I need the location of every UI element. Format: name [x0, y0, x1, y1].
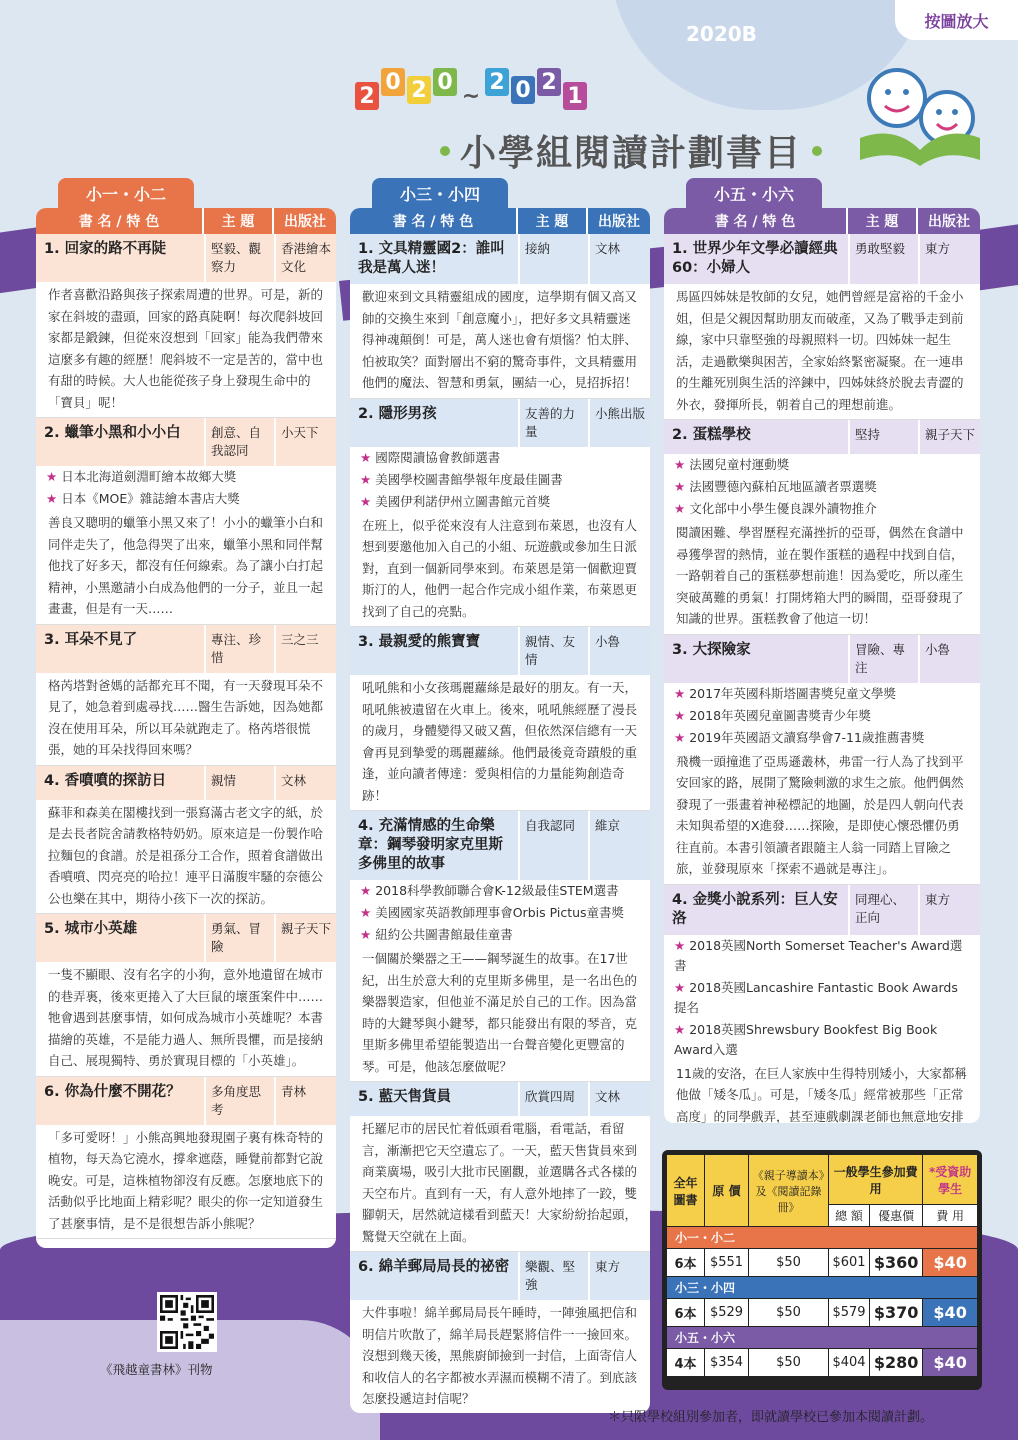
book-entry	[664, 635, 980, 885]
book-theme: 堅持	[848, 420, 918, 454]
header-title: 書 名 / 特 色	[664, 208, 848, 234]
award-item	[664, 498, 980, 520]
book-description: 一隻不顯眼、沒有名字的小狗，意外地遺留在城市的巷弄裏，後來更捲入了大巨鼠的壞蛋案件中……牠會遇到甚麼事情，如何成為城市小英雄呢？本書描繪的英雄，不是能力過人、無所畏懼，而是接納自己、展現獨特、勇於實現目標的「小英雄」。	[48, 967, 324, 1068]
price-books: 6本	[667, 1249, 705, 1277]
book-theme: 專注、珍惜	[204, 625, 274, 673]
book-theme: 創意、自我認同	[204, 418, 274, 466]
head-total: 總 額	[829, 1205, 870, 1227]
book-entry	[350, 399, 650, 628]
award-text: 國際閱讀協會教師選書	[375, 449, 501, 465]
edition-code: 2020B	[686, 22, 757, 46]
price-group: 小三・小四	[667, 1277, 978, 1299]
book-theme: 自我認同	[518, 811, 588, 880]
award-text: 2018英國North Somerset Teacher's Award選書	[674, 937, 963, 973]
qr-code-icon[interactable]	[157, 1292, 217, 1352]
book-entry	[36, 418, 336, 625]
year-digit: 2	[485, 68, 509, 96]
book-publisher: 東方	[918, 234, 980, 284]
book-entry	[664, 885, 980, 1124]
book-entry	[36, 234, 336, 418]
year-digit: ~	[461, 83, 481, 109]
book-publisher: 小天下	[274, 418, 336, 466]
book-publisher: 三之三	[274, 625, 336, 673]
header-theme: 主 題	[518, 208, 588, 234]
award-item	[350, 924, 650, 946]
price-guide: $50	[749, 1349, 829, 1377]
star-icon: ★	[360, 905, 372, 920]
title-dot-right	[812, 146, 822, 156]
star-icon: ★	[674, 729, 686, 745]
book-column	[664, 208, 980, 1123]
book-publisher: 親子天下	[918, 420, 980, 454]
book-title: 6. 你為什麼不開花？	[44, 1083, 181, 1100]
book-entry	[36, 766, 336, 915]
column-tab: 小一・小二	[58, 178, 194, 208]
award-text: 文化部中小學生優良課外讀物推介	[689, 501, 877, 516]
award-text: 美國國家英語教師理事會Orbis Pictus童書獎	[375, 905, 625, 920]
price-discount: $370	[869, 1299, 922, 1327]
book-description: 格芮塔對爸媽的話都充耳不聞，有一天發現耳朵不見了，她急着到處尋找……醫生告訴她，因為她都沒在使用耳朵，所以耳朵就跑走了。格芮塔很慌張，她的耳朵找得回來嗎？	[48, 677, 324, 757]
price-total: $404	[829, 1349, 870, 1377]
award-item	[350, 447, 650, 469]
book-title: 1. 文具精靈國2：誰叫我是萬人迷！	[358, 241, 505, 276]
book-description: 作者喜歡沿路與孩子探索周遭的世界。可是，新的家在斜坡的盡頭，回家的路真陡啊！每次爬斜坡回家都是鍛鍊，但從來沒想到「回家」能為我們帶來這麼多有趣的經歷！爬斜坡不一定是苦的，當中也有甜的時候。大人也能從孩子身上發現生命中的「寶貝」呢！	[48, 287, 324, 410]
book-title: 3. 最親愛的熊寶寶	[358, 634, 481, 650]
book-theme: 勇敢堅毅	[848, 234, 918, 284]
star-icon: ★	[360, 471, 372, 487]
award-text: 2018英國Shrewsbury Bookfest Big Book Award入選	[674, 1021, 938, 1057]
book-publisher: 青林	[274, 1077, 336, 1125]
book-theme: 多角度思考	[204, 1077, 274, 1125]
price-subsidy: $40	[923, 1299, 978, 1327]
price-subsidy: $40	[923, 1249, 978, 1277]
award-text: 紐約公共圖書館最佳童書	[375, 927, 513, 942]
award-text: 2018英國Lancashire Fantastic Book Awards提名	[674, 979, 958, 1015]
award-item	[664, 705, 980, 727]
book-publisher: 香港繪本文化	[274, 234, 336, 282]
year-digit: 0	[381, 68, 405, 96]
header-title: 書 名 / 特 色	[36, 208, 204, 234]
star-icon: ★	[674, 685, 686, 701]
book-publisher: 文林	[588, 234, 650, 284]
book-publisher: 維京	[588, 811, 650, 880]
book-description: 吼吼熊和小女孩瑪麗蘿絲是最好的朋友。有一天，吼吼熊被遺留在火車上。後來，吼吼熊經歷了漫長的歲月，身體變得又破又舊，但依然深信總有一天會再見到摯愛的瑪麗蘿絲。他們最後竟奇蹟般的重逢，並向讀者傳達：愛與相信的力量能夠創造奇跡！	[362, 680, 638, 803]
book-publisher: 小魯	[588, 627, 650, 675]
price-subsidy: $40	[923, 1349, 978, 1377]
book-title: 4. 香噴噴的探訪日	[44, 772, 167, 789]
book-publisher: 小魯	[918, 635, 980, 683]
award-item	[36, 466, 336, 488]
star-icon: ★	[360, 449, 372, 465]
book-column	[350, 208, 650, 1413]
title-dot-left	[440, 146, 450, 156]
award-text: 日本《MOE》雜誌繪本書店大獎	[61, 491, 240, 506]
kids-illustration-icon	[855, 60, 985, 170]
header-theme: 主 題	[848, 208, 918, 234]
price-guide: $50	[749, 1299, 829, 1327]
book-entry	[36, 1077, 336, 1240]
footnote: ＊只限學校組別參加者，即就讀學校已參加本閱讀計劃。	[608, 1410, 934, 1425]
year-digit: 2	[355, 82, 379, 110]
book-description: 在班上，似乎從來沒有人注意到布萊恩，也沒有人想到要邀他加入自己的小組、玩遊戲或參加生日派對，直到一個新同學來到。布萊恩是第一個歡迎賈斯汀的人，他們一起合作完成小組作業，布萊恩更找到了自己的亮點。	[362, 517, 638, 619]
star-icon: ★	[674, 457, 686, 472]
book-publisher: 親子天下	[274, 914, 336, 962]
award-item	[664, 683, 980, 705]
star-icon: ★	[360, 927, 372, 942]
award-text: 法國豐德內蘇柏瓦地區讀者票選獎	[689, 479, 877, 494]
book-publisher: 小熊出版	[588, 399, 650, 447]
header-publisher: 出版社	[598, 214, 640, 230]
star-icon: ★	[360, 493, 372, 509]
book-title: 5. 藍天售貨員	[358, 1089, 452, 1105]
award-item	[350, 880, 650, 902]
head-subsidy: *受資助學生	[923, 1155, 978, 1205]
page-title-text: 小學組閱讀計劃書目	[460, 133, 803, 174]
price-guide: $50	[749, 1249, 829, 1277]
book-description: 閱讀困難、學習歷程充滿挫折的亞哥，偶然在食譜中尋獲學習的熱情，並在製作蛋糕的過程中找到自信，一路朝着自己的蛋糕夢想前進！因為愛吃，所以產生突破萬難的勇氣！打開烤箱大門的瞬間，亞哥發現了知識的世界。蛋糕教會了他這一切！	[676, 525, 964, 626]
book-title: 1. 回家的路不再陡	[44, 241, 167, 257]
book-entry	[350, 811, 650, 1082]
book-theme: 接納	[518, 234, 588, 284]
book-title: 2. 隱形男孩	[358, 405, 437, 422]
award-item	[350, 491, 650, 513]
book-description: 大件事啦！綿羊郵局局長午睡時，一陣強風把信和明信片吹散了，綿羊局長趕緊將信件一一撿回來。沒想到幾天後，黑熊廚師撿到一封信，上面寄信人和收信人的名字都被水弄濕而模糊不清了。到底該怎麼投遞這封信呢？	[362, 1305, 638, 1406]
book-description: 蘇菲和森美在閣樓找到一張寫滿古老文字的紙，於是去長者院舍請教格特奶奶。原來這是一份製作哈拉麵包的食譜。於是祖孫分工合作，照着食譜做出香噴噴、閃亮亮的哈拉！連平日滿腹牢騷的奈德公公也樂在其中，期待小孩下一次的探訪。	[48, 804, 324, 906]
head-discount: 優惠價	[869, 1205, 922, 1227]
book-description: 歡迎來到文具精靈組成的國度，這學期有個又高又帥的交換生來到「創意魔小」，把好多文具精靈迷得神魂顛倒！可是，萬人迷也會有煩惱？怕太胖、怕被取笑？面對層出不窮的驚奇事件，文具精靈用他們的魔法、智慧和勇氣，團結一心，見招拆招！	[362, 289, 638, 390]
book-theme: 親情、友情	[518, 627, 588, 675]
header-theme: 主 題	[204, 208, 274, 234]
star-icon: ★	[46, 491, 58, 506]
book-description: 一個關於樂器之王——鋼琴誕生的故事。在17世紀，出生於意大利的克里斯多佛里，是一名出色的樂器製造家，但他並不滿足於自己的工作。因為當時的大鍵琴與小鍵琴，都只能發出有限的琴音，克里斯多佛里希望能製造出一台聲音變化更豐富的琴。可是，他該怎麼做呢？	[362, 951, 638, 1074]
zoom-button[interactable]: 按圖放大	[895, 0, 1018, 40]
year-digit: 2	[407, 76, 431, 104]
book-column	[36, 208, 336, 1248]
book-publisher: 東方	[588, 1252, 650, 1300]
book-description: 11歲的安洛，在巨人家族中生得特別矮小，大家都稱他做「矮冬瓜」。可是，「矮冬瓜」經常被那些「正常高度」的同學戲弄，甚至連戲劇課老師也無意地安排	[676, 1065, 967, 1123]
award-item	[350, 902, 650, 924]
star-icon: ★	[674, 479, 686, 494]
column-tab: 小三・小四	[372, 178, 508, 208]
book-title: 2. 蠟筆小黑和小小白	[44, 425, 181, 441]
star-icon: ★	[674, 937, 686, 953]
header-publisher: 出版社	[928, 214, 970, 230]
award-item	[36, 488, 336, 510]
price-total: $579	[829, 1299, 870, 1327]
book-entry	[350, 1252, 650, 1413]
price-price: $529	[705, 1299, 749, 1327]
book-description: 托羅尼市的居民忙着低頭看電腦，看電話，看留言，漸漸把它天空遺忘了。一天，藍天售貨員來到商業廣場，吸引大批市民圍觀，並選購各式各樣的天空布片。直到有一天，有人意外地摔了一跤，雙腳朝天，居然就這樣看到藍天！大家紛紛抬起頭，驚覺天空就在上面。	[362, 1121, 638, 1244]
book-publisher: 文林	[588, 1082, 650, 1116]
book-theme: 冒險、專注	[848, 635, 918, 683]
header-title: 書 名 / 特 色	[350, 208, 518, 234]
price-group: 小五・小六	[667, 1327, 978, 1349]
award-item	[664, 935, 980, 977]
book-description: 馬區四姊妹是牧師的女兒，她們曾經是富裕的千金小姐，但是父親因幫助朋友而破產，又為了戰爭走到前線，家中只靠堅強的母親照料一切。四姊妹一起生活，走過歡樂與困苦，全家始終緊密凝聚。在一連串的生離死別與生活的淬鍊中，四姊妹終於脫去青澀的外衣，發揮所長，朝着自己的理想前進。	[676, 289, 964, 412]
book-entry	[350, 1082, 650, 1252]
star-icon: ★	[674, 501, 686, 516]
book-theme: 勇氣、冒險	[204, 914, 274, 962]
year-digit: 0	[511, 76, 535, 104]
head-general: 一般學生參加費用	[829, 1155, 923, 1205]
book-theme: 同理心、正向	[848, 885, 918, 935]
award-item	[664, 1019, 980, 1061]
book-entry	[350, 234, 650, 399]
price-discount: $280	[869, 1349, 922, 1377]
book-title: 4. 金獎小說系列：巨人安洛	[672, 891, 838, 927]
year-digit: 1	[563, 82, 587, 110]
award-text: 2017年英國科斯塔圖書獎兒童文學獎	[689, 685, 897, 701]
award-text: 2019年英國語文讀寫學會7-11歲推薦書獎	[689, 729, 925, 745]
book-entry	[664, 234, 980, 420]
star-icon: ★	[674, 979, 686, 995]
award-item	[664, 727, 980, 749]
book-theme: 親情	[204, 766, 274, 800]
star-icon: ★	[46, 469, 58, 484]
book-title: 3. 大探險家	[672, 641, 751, 658]
book-description: 飛機一頭撞進了亞馬遜叢林，弗雷一行人為了找到平安回家的路，展開了驚險刺激的求生之旅。他們偶然發現了一張畫着神秘標記的地圖，於是四人朝向代表未知與希望的X進發……探險，是即使心懷恐懼仍勇往直前。本書引領讀者跟隨主人翁一同踏上冒險之旅，並發現原來「探索不過就是專注」。	[676, 753, 964, 876]
book-theme: 友善的力量	[518, 399, 588, 447]
book-publisher: 東方	[918, 885, 980, 935]
book-entry	[36, 914, 336, 1077]
award-item	[350, 469, 650, 491]
award-text: 法國兒童村運動獎	[689, 457, 790, 472]
year-digit: 2	[537, 68, 561, 96]
award-item	[664, 977, 980, 1019]
price-total: $601	[829, 1249, 870, 1277]
page-title	[440, 125, 822, 176]
star-icon: ★	[674, 1021, 686, 1037]
year-title	[355, 30, 587, 110]
book-theme: 樂觀、堅強	[518, 1252, 588, 1300]
book-description: 「多可愛呀！」小熊高興地發現園子裏有株奇特的植物，每天為它澆水，撐傘遮蔭，睡覺前都對它說晚安。可是，這株植物卻沒有反應。怎麼地底下的活動似乎比地面上精彩呢？眼尖的你一定知道發生了甚麼事情，是不是很想告訴小熊呢？	[48, 1129, 324, 1231]
year-digit: 0	[433, 68, 457, 96]
book-theme: 堅毅、觀察力	[204, 234, 274, 282]
book-publisher: 文林	[274, 766, 336, 800]
head-fee: 費 用	[923, 1205, 978, 1227]
head-books: 全年圖書	[667, 1155, 705, 1227]
price-discount: $360	[869, 1249, 922, 1277]
column-header	[36, 208, 336, 234]
book-title: 1. 世界少年文學必讀經典60：小婦人	[672, 241, 838, 276]
book-entry	[36, 625, 336, 766]
award-text: 2018年英國兒童圖書獎青少年獎	[689, 707, 872, 723]
award-text: 2018科學教師聯合會K-12級最佳STEM選書	[375, 883, 619, 898]
head-guide: 《親子導讀本》及《閱讀記錄冊》	[749, 1155, 829, 1227]
header-publisher: 出版社	[284, 214, 326, 230]
book-title: 4. 充滿情感的生命樂章：鋼琴發明家克里斯多佛里的故事	[358, 818, 503, 872]
book-theme: 欣賞四周	[518, 1082, 588, 1116]
price-price: $354	[705, 1349, 749, 1377]
price-price: $551	[705, 1249, 749, 1277]
column-tab: 小五・小六	[686, 178, 822, 208]
star-icon: ★	[674, 707, 686, 723]
column-header	[664, 208, 980, 234]
book-entry	[350, 627, 650, 811]
publisher-note: 《飛越童書林》刊物	[100, 1362, 213, 1377]
award-text: 日本北海道劍淵町繪本故鄉大獎	[61, 469, 237, 484]
award-item	[664, 454, 980, 476]
column-header	[350, 208, 650, 234]
award-text: 美國學校圖書館學報年度最佳圖書	[375, 471, 563, 487]
price-group: 小一・小二	[667, 1227, 978, 1249]
award-text: 美國伊利諾伊州立圖書館元首獎	[375, 493, 551, 509]
award-item	[664, 476, 980, 498]
book-title: 3. 耳朵不見了	[44, 631, 138, 648]
book-description: 善良又聰明的蠟筆小黑又來了！小小的蠟筆小白和同伴走失了，他急得哭了出來，蠟筆小黑和同伴幫他找了好多天，都沒有任何線索。為了讓小白打起精神，小黑邀請小白成為他們的一分子，並且一起畫畫，但是有一天……	[48, 515, 324, 616]
price-books: 4本	[667, 1349, 705, 1377]
price-books: 6本	[667, 1299, 705, 1327]
book-entry	[664, 420, 980, 635]
price-table	[662, 1150, 982, 1390]
book-title: 6. 綿羊郵局局長的祕密	[358, 1259, 510, 1275]
star-icon: ★	[360, 883, 372, 898]
book-title: 5. 城市小英雄	[44, 921, 138, 937]
head-price: 原 價	[705, 1155, 749, 1227]
book-title: 2. 蛋糕學校	[672, 427, 751, 443]
